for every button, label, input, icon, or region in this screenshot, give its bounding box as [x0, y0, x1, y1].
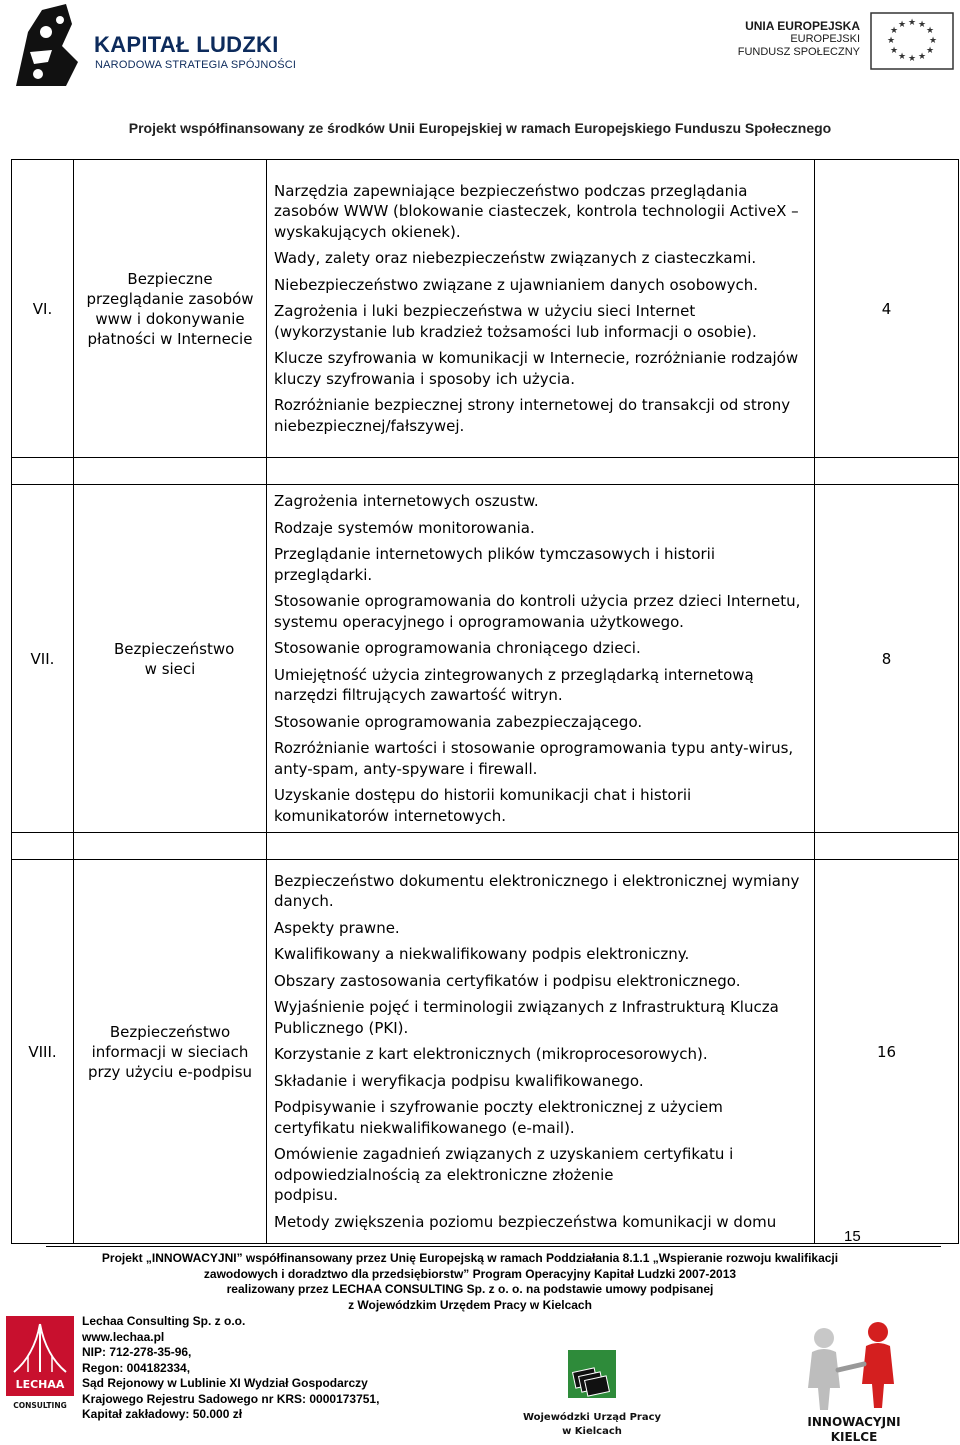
table-row [12, 485, 959, 833]
eu-line-3: FUNDUSZ SPOŁECZNY [737, 46, 860, 58]
topic-item: Kwalifikowany a niekwalifikowany podpis elektroniczny. [274, 945, 690, 964]
company-line: Kapitał zakładowy: 50.000 zł [82, 1407, 243, 1421]
svg-text:★: ★ [889, 46, 899, 56]
lechaa-logo-sub: CONSULTING [13, 1401, 67, 1410]
company-line: Regon: 004182334, [82, 1360, 191, 1375]
module-number: VII. [12, 485, 74, 833]
topic-item: Bezpieczeństwo dokumentu elektronicznego i elektronicznej wymiany danych. [274, 871, 800, 911]
svg-text:★: ★ [897, 20, 907, 30]
eu-fund-label [738, 20, 860, 59]
wup-logo-line1: Wojewódzki Urząd Pracy [522, 1412, 662, 1423]
topic-item: Wady, zalety oraz niebezpieczeństw związanych z ciasteczkami. [274, 249, 757, 268]
lechaa-logo [6, 1316, 74, 1412]
footer-divider [46, 1246, 941, 1247]
company-line: Krajowego Rejestru Sadowego nr KRS: 0000173751, [82, 1391, 380, 1406]
topic-item: Przeglądanie internetowych plików tymczasowych i historii przeglądarki. [274, 545, 716, 584]
svg-text:★: ★ [907, 18, 917, 28]
topic-item: Niebezpieczeństwo związane z ujawnianiem danych osobowych. [274, 275, 759, 294]
topic-item: Rozróżnianie wartości i stosowanie oprogramowania typu anty-wirus, anty-spam, anty-spyware i firewall. [274, 739, 794, 778]
project-line: z Wojewódzkim Urzędem Pracy w Kielcach [348, 1297, 592, 1312]
topic-item: Klucze szyfrowania w komunikacji w Internecie, rozróżnianie rodzajów kluczy szyfrowania i sposoby ich użycia. [274, 349, 799, 388]
innowacyjni-logo [790, 1318, 918, 1444]
project-line: zawodowych i doradztwo dla przedsiębiorstw” Program Operacyjny Kapitał Ludzki 2007-2013 [203, 1266, 737, 1281]
project-line: realizowany przez LECHAA CONSULTING Sp. z o. o. na podstawie umowy podpisanej [226, 1282, 714, 1296]
project-line: Projekt „INNOWACYJNI” współfinansowany przez Unię Europejską w ramach Poddziałania 8.1.1 „Wspieranie rozwoju kwalifikacji [101, 1251, 839, 1265]
module-name: Bezpieczeństwo w sieci [74, 485, 267, 833]
wup-kielce-logo [522, 1348, 662, 1440]
topic-item: Rozróżnianie bezpiecznej strony internetowej do transakcji od strony niebezpiecznej/fałszywej. [274, 396, 791, 435]
eu-flag-icon [870, 12, 954, 70]
eu-line-2: EUROPEJSKI [790, 33, 860, 45]
topic-list [267, 485, 815, 833]
topic-item: Stosowanie oprogramowania chroniącego dzieci. [274, 639, 641, 657]
topic-item: podpisu. [274, 1186, 338, 1205]
kapital-ludzki-subtitle: NARODOWA STRATEGIA SPÓJNOŚCI [95, 59, 297, 71]
company-website[interactable]: www.lechaa.pl [82, 1329, 165, 1344]
topic-item: Stosowanie oprogramowania zabezpieczającego. [274, 712, 643, 731]
company-info [82, 1314, 379, 1423]
module-number: VI. [12, 160, 74, 458]
wup-logo-line2: w Kielcach [562, 1426, 622, 1437]
topic-list [267, 160, 815, 458]
table-row [12, 160, 959, 458]
topic-item: Aspekty prawne. [274, 918, 400, 937]
lechaa-logo-text: LECHAA [15, 1378, 65, 1391]
project-info [40, 1251, 900, 1313]
module-name: Bezpieczne przeglądanie zasobów www i dokonywanie płatności w Internecie [74, 160, 267, 458]
hours-count: 4 [815, 160, 959, 458]
topic-item: Omówienie zagadnień związanych z uzyskaniem certyfikatu i odpowiedzialnością za elektroniczne złożenie [274, 1145, 734, 1184]
hours-count: 8 [815, 485, 959, 833]
topic-item: Składanie i weryfikacja podpisu kwalifikowanego. [274, 1071, 644, 1090]
syllabus-table [11, 159, 959, 1244]
topic-list [267, 860, 815, 1244]
kapital-ludzki-title: KAPITAŁ LUDZKI [94, 32, 279, 57]
company-line: Sąd Rejonowy w Lublinie XI Wydział Gospodarczy [82, 1376, 368, 1390]
topic-item: Stosowanie oprogramowania do kontroli użycia przez dzieci Internetu, systemu operacyjnego i oprogramowania użytkowego. [274, 592, 801, 631]
row-spacer [12, 458, 959, 485]
topic-item: Korzystanie z kart elektronicznych (mikroprocesorowych). [274, 1045, 708, 1064]
company-line: Lechaa Consulting Sp. z o.o. [82, 1314, 246, 1328]
topic-item: Uzyskanie dostępu do historii komunikacji chat i historii komunikatorów internetowych. [274, 786, 692, 825]
topic-item: Narzędzia zapewniające bezpieczeństwo podczas przeglądania zasobów WWW (blokowanie ciasteczek, kontrola technologii ActiveX – wyskakujących okienek). [274, 181, 799, 241]
topic-item: Podpisywanie i szyfrowanie poczty elektronicznej z użyciem certyfikatu niekwalifikowanego (e-mail). [274, 1098, 723, 1137]
company-line: NIP: 712-278-35-96, [82, 1345, 192, 1359]
inno-logo-line1: INNOWACYJNI [807, 1415, 901, 1429]
topic-item: Wyjaśnienie pojęć i terminologii związanych z Infrastrukturą Klucza Publicznego (PKI). [274, 998, 779, 1037]
svg-text:★: ★ [917, 52, 927, 62]
inno-logo-line2: KIELCE [830, 1430, 878, 1444]
topic-item: Obszary zastosowania certyfikatów i podpisu elektronicznego. [274, 971, 741, 990]
hours-count: 16 [815, 860, 959, 1244]
svg-text:★: ★ [897, 52, 907, 62]
eu-line-1: UNIA EUROPEJSKA [745, 19, 860, 33]
svg-text:★: ★ [925, 46, 935, 56]
svg-text:★: ★ [907, 54, 917, 64]
topic-item: Zagrożenia i luki bezpieczeństwa w użyciu sieci Internet (wykorzystanie lub kradzież tożsamości lub informacji o osobie). [274, 302, 757, 341]
topic-item: Rodzaje systemów monitorowania. [274, 518, 535, 537]
cofinance-line: Projekt współfinansowany ze środków Unii Europejskiej w ramach Europejskiego Funduszu Społecznego [128, 120, 832, 136]
module-number: VIII. [12, 860, 74, 1244]
topic-item: Metody zwiększenia poziomu bezpieczeństwa komunikacji w domu [274, 1212, 777, 1231]
module-name: Bezpieczeństwo informacji w sieciach przy użyciu e-podpisu [74, 860, 267, 1244]
svg-text:★: ★ [917, 20, 927, 30]
svg-text:★: ★ [928, 36, 938, 46]
topic-item: Umiejętność użycia zintegrowanych z przeglądarką internetową narzędzi filtrujących zawartość witryn. [274, 665, 754, 704]
row-spacer [12, 833, 959, 860]
svg-text:★: ★ [925, 26, 935, 36]
page-number: 15 [844, 1228, 861, 1245]
svg-text:★: ★ [886, 36, 896, 46]
topic-item: Zagrożenia internetowych oszustw. [274, 492, 539, 510]
svg-text:★: ★ [889, 26, 899, 36]
table-row [12, 860, 959, 1244]
